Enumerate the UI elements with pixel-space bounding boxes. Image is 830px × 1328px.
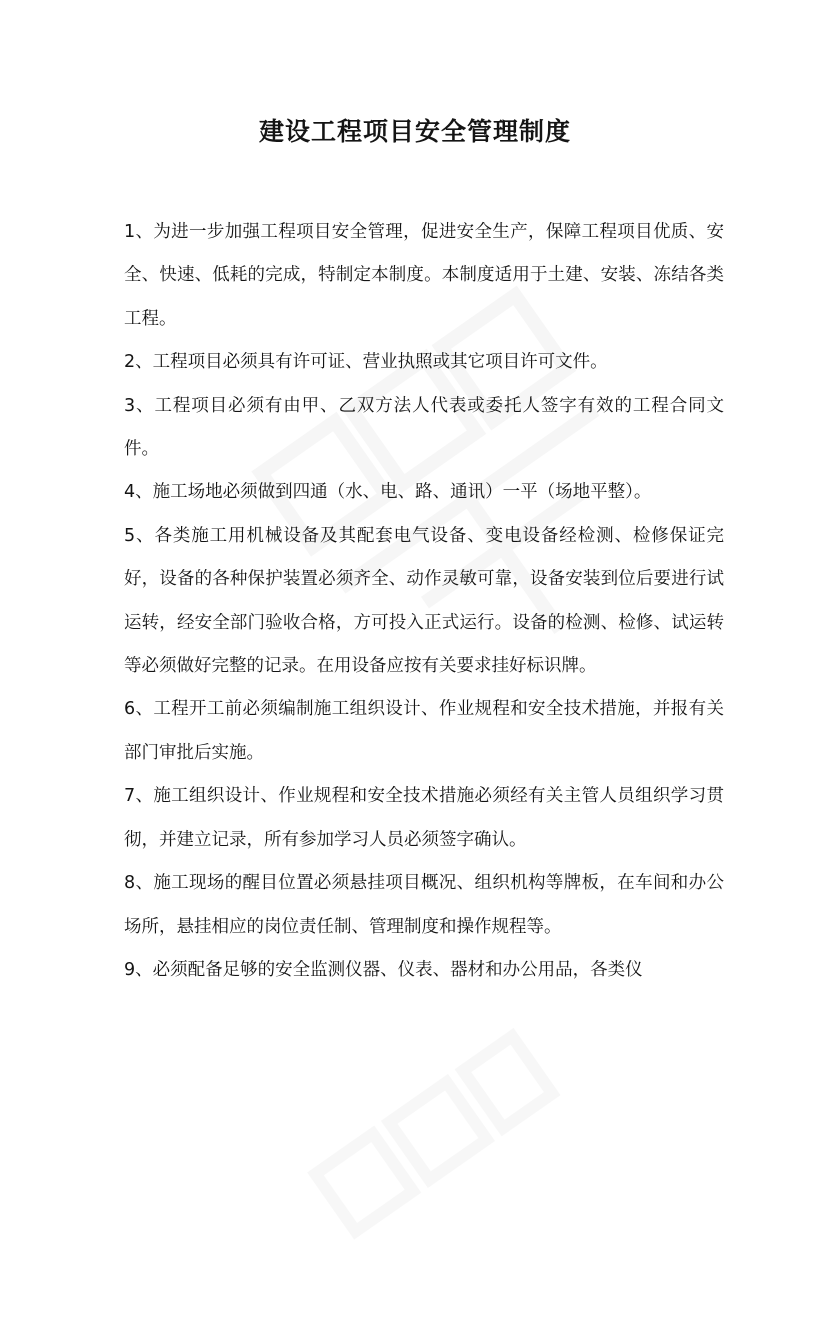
- watermark-graphic-bottom: [260, 992, 620, 1328]
- paragraph-7: 7、施工组织设计、作业规程和安全技术措施必须经有关主管人员组织学习贯彻，并建立记录，所有参加学习人员必须签字确认。: [124, 786, 724, 850]
- paragraph-1: 1、为进一步加强工程项目安全管理，促进安全生产，保障工程项目优质、安全、快速、低耗的完成，特制定本制度。本制度适用于土建、安装、冻结各类工程。: [124, 222, 724, 329]
- document-body: [124, 211, 724, 992]
- paragraph-3: 3、工程项目必须有由甲、乙双方法人代表或委托人签字有效的工程合同文件。: [124, 395, 724, 460]
- paragraph-5: 5、各类施工用机械设备及其配套电气设备、变电设备经检测、检修保证完好，设备的各种保护装置必须齐全、动作灵敏可靠，设备安装到位后要进行试运转，经安全部门验收合格，方可投入正式运行。设备的检测、检修、试运转等必须做好完整的记录。在用设备应按有关要求挂好标识牌。: [124, 525, 724, 677]
- paragraph-8: 8、施工现场的醒目位置必须悬挂项目概况、组织机构等牌板，在车间和办公场所，悬挂相应的岗位责任制、管理制度和操作规程等。: [124, 873, 724, 937]
- paragraph-6: 6、工程开工前必须编制施工组织设计、作业规程和安全技术措施，并报有关部门审批后实施。: [124, 699, 724, 763]
- paragraph-4: 4、施工场地必须做到四通（水、电、路、通讯）一平（场地平整）。: [124, 482, 652, 503]
- paragraph-2: 2、工程项目必须具有许可证、营业执照或其它项目许可文件。: [124, 352, 608, 373]
- paragraph-9: 9、必须配备足够的安全监测仪器、仪表、器材和办公用品，各类仪: [124, 959, 643, 980]
- document-title: 建设工程项目安全管理制度: [258, 117, 571, 146]
